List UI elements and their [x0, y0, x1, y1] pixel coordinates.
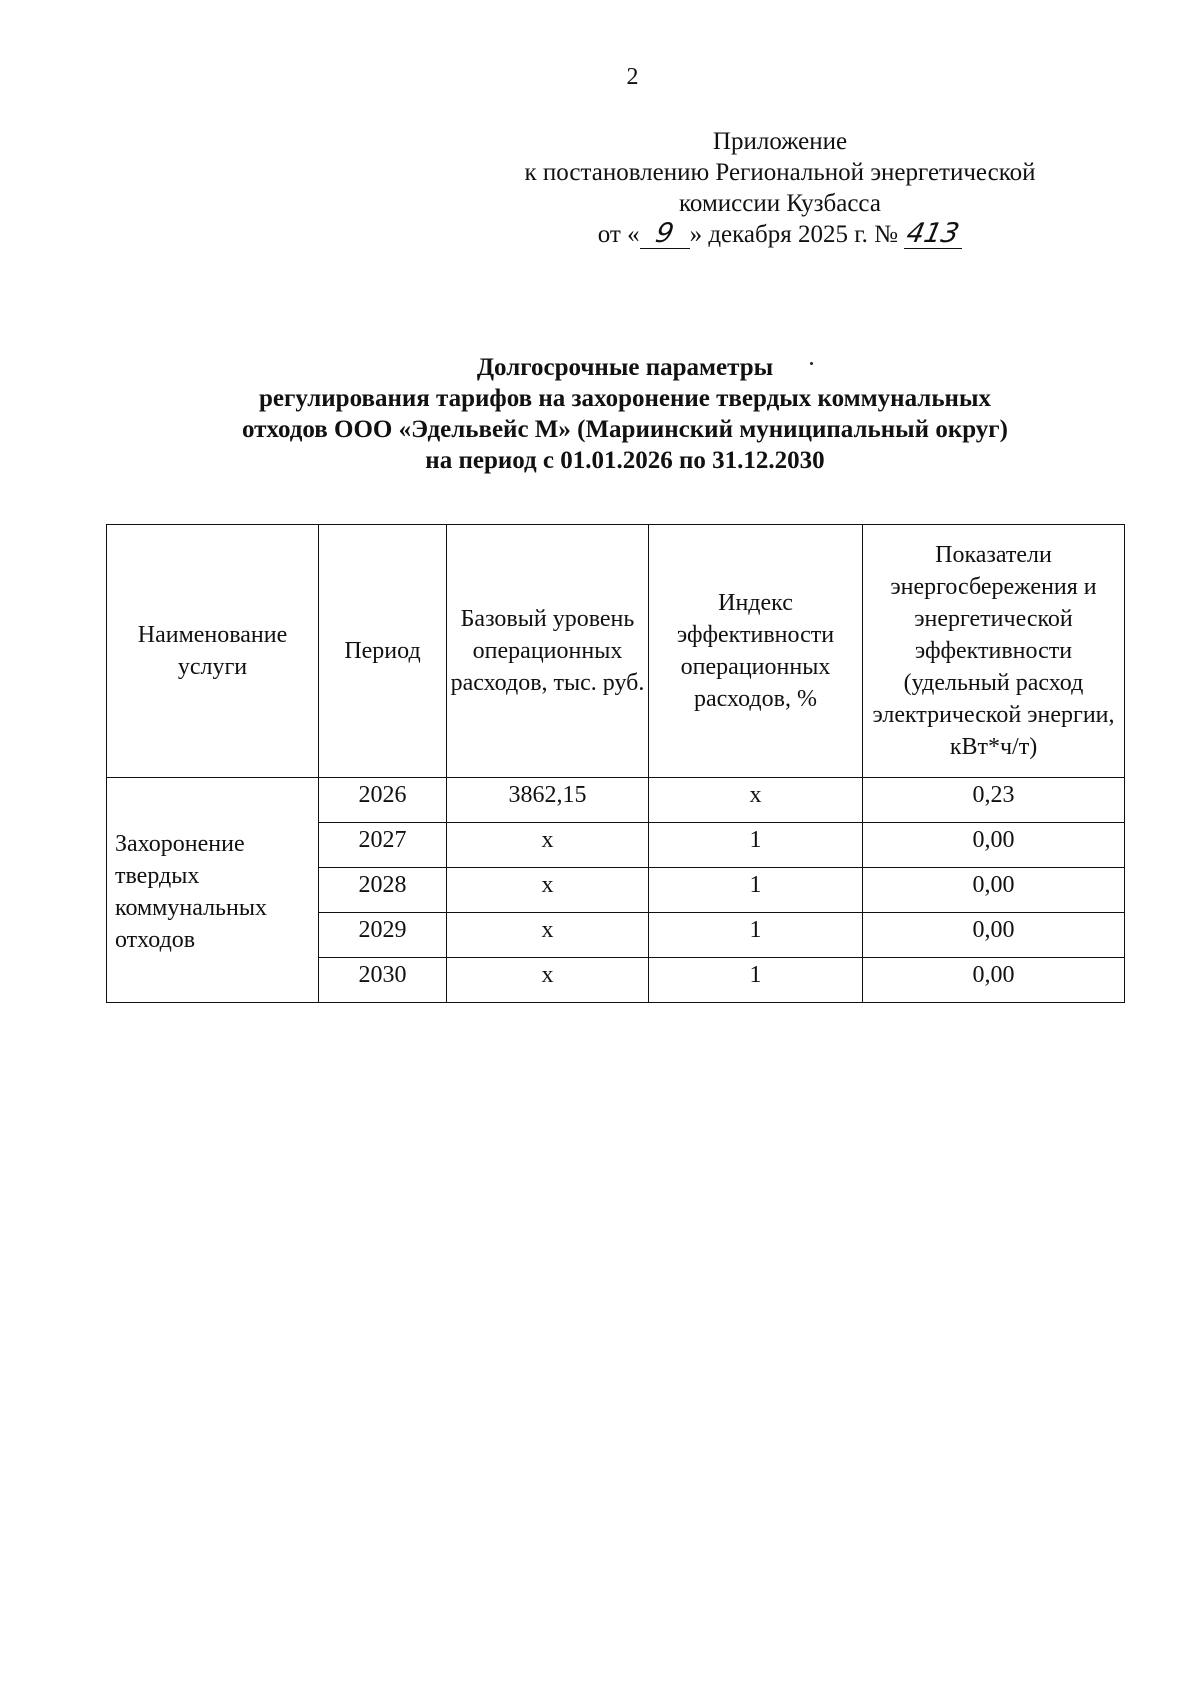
handwritten-day: 9 [652, 218, 677, 249]
base-level-cell: х [447, 958, 649, 1003]
service-name-cell: Захоронение твердых коммунальных отходов [107, 778, 319, 1003]
header-period: Период [319, 525, 447, 778]
appendix-header [480, 126, 1080, 250]
header-service: Наименование услуги [107, 525, 319, 778]
energy-cell: 0,23 [863, 778, 1125, 823]
energy-cell: 0,00 [863, 958, 1125, 1003]
header-base-level: Базовый уровень операционных расходов, тыс. руб. [447, 525, 649, 778]
page-number: 2 [626, 64, 639, 90]
number-field [904, 218, 963, 249]
header-energy: Показатели энергосбережения и энергетической эффективности (удельный расход электрической энергии, кВт*ч/т) [863, 525, 1125, 778]
appendix-title: Приложение [712, 128, 848, 155]
base-level-cell: 3862,15 [447, 778, 649, 823]
handwritten-number: 413 [904, 218, 963, 249]
efficiency-index-cell: 1 [649, 868, 863, 913]
period-cell: 2026 [319, 778, 447, 823]
efficiency-index-cell: 1 [649, 958, 863, 1003]
energy-cell: 0,00 [863, 823, 1125, 868]
table-header-row [107, 525, 1125, 778]
parameters-table [106, 524, 1125, 1003]
efficiency-index-cell: х [649, 778, 863, 823]
title-line-1: Долгосрочные параметры [476, 354, 774, 381]
header-efficiency-index: Индекс эффективности операционных расходов, % [649, 525, 863, 778]
day-field [640, 218, 690, 249]
base-level-cell: х [447, 913, 649, 958]
energy-cell: 0,00 [863, 868, 1125, 913]
title-line-2: регулирования тарифов на захоронение твердых коммунальных [259, 385, 991, 412]
appendix-commission-line: комиссии Кузбасса [679, 190, 881, 217]
base-level-cell: х [447, 823, 649, 868]
period-cell: 2027 [319, 823, 447, 868]
period-cell: 2029 [319, 913, 447, 958]
document-title [150, 352, 1100, 476]
table-row [107, 778, 1125, 823]
title-line-3: отходов ООО «Эдельвейс М» (Мариинский муниципальный округ) [241, 416, 1008, 443]
base-level-cell: х [447, 868, 649, 913]
date-prefix: от « [597, 221, 640, 248]
date-middle: » декабря 2025 г. № [689, 221, 899, 248]
efficiency-index-cell: 1 [649, 823, 863, 868]
energy-cell: 0,00 [863, 913, 1125, 958]
period-cell: 2028 [319, 868, 447, 913]
appendix-resolution-line: к постановлению Региональной энергетической [524, 159, 1036, 186]
appendix-date-line [480, 219, 1080, 250]
title-line-4: на период с 01.01.2026 по 31.12.2030 [425, 447, 825, 474]
period-cell: 2030 [319, 958, 447, 1003]
efficiency-index-cell: 1 [649, 913, 863, 958]
